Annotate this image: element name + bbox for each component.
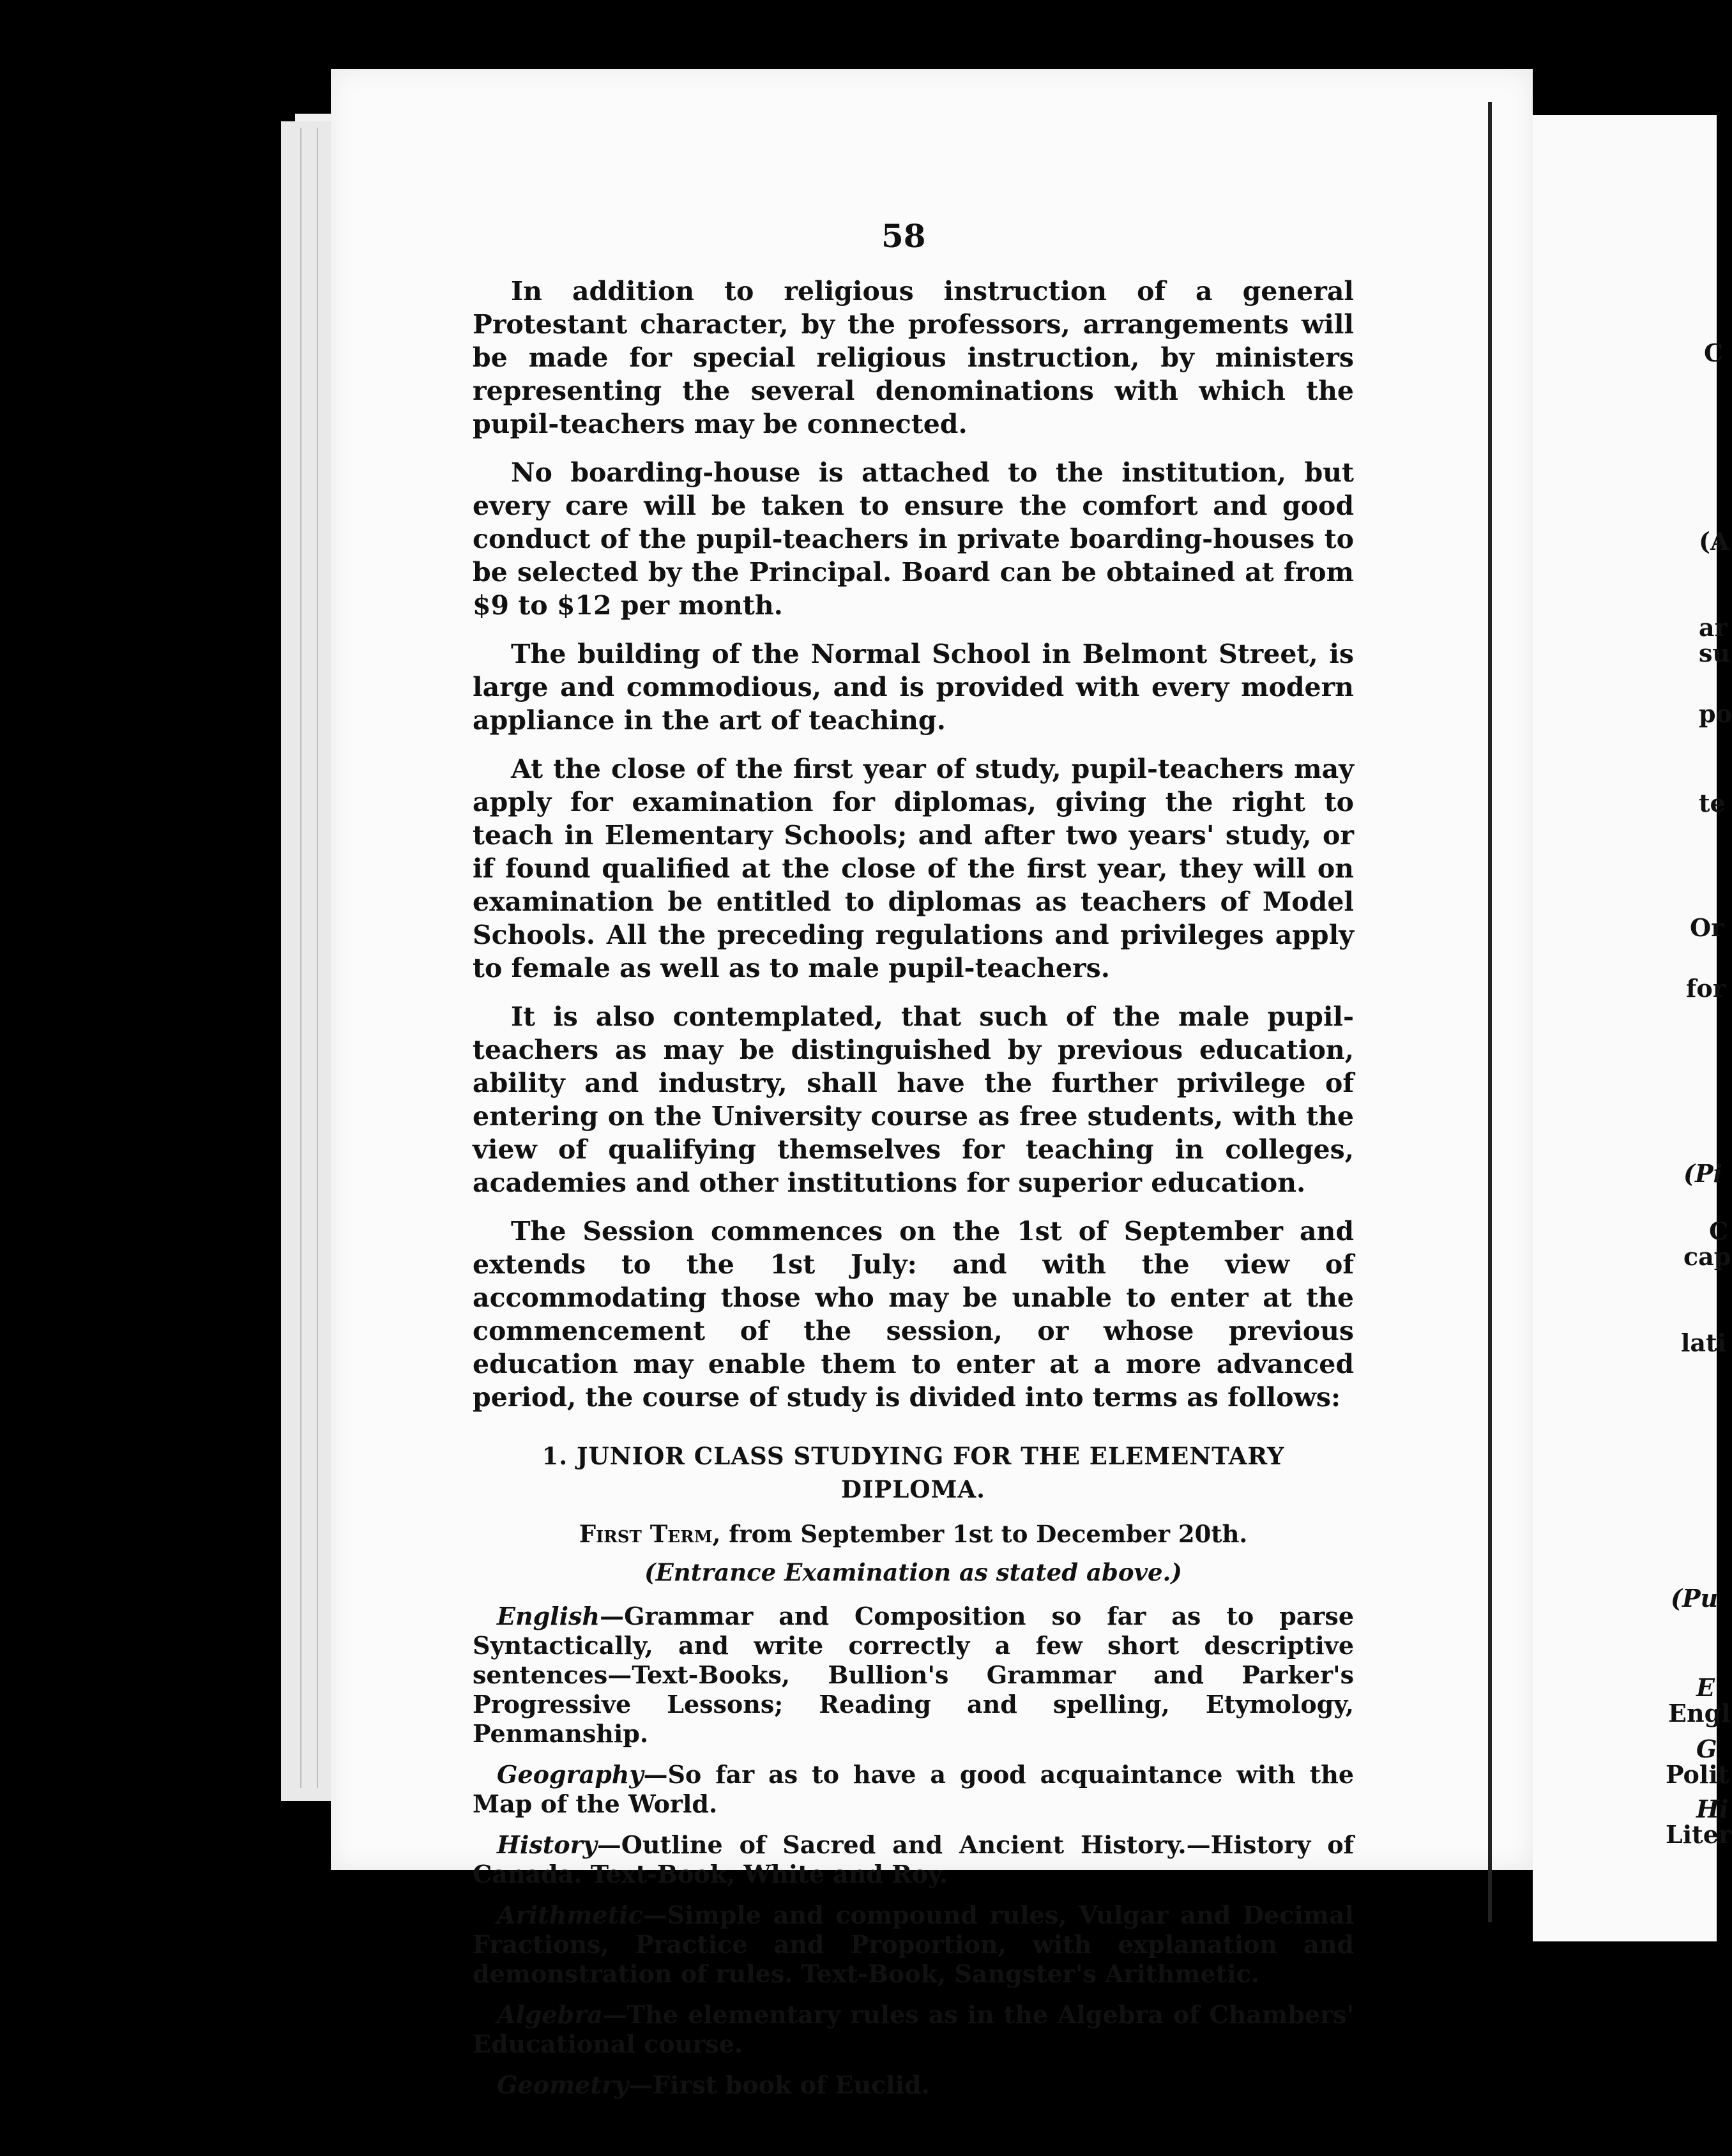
subject-text: —Grammar and Composition so far as to parse Syntactically, and write correctly a few short descriptive sentences—Text-Books, Bullion's Grammar and Parker's Progressive Lessons; Reading and spelling, Etymology, Penmanship. bbox=[473, 1602, 1354, 1748]
page-body bbox=[473, 275, 1354, 2111]
facing-page-fragment: Liter bbox=[1666, 1820, 1731, 1849]
stacked-page-edge bbox=[281, 121, 332, 1801]
facing-page-fragment: Engl bbox=[1668, 1699, 1731, 1727]
section-heading: 1. JUNIOR CLASS STUDYING FOR THE ELEMENTARY DIPLOMA. bbox=[542, 1442, 1285, 1503]
facing-page-fragment: cap bbox=[1683, 1242, 1731, 1271]
subject-name: History bbox=[497, 1830, 597, 1859]
subject-entry bbox=[473, 1830, 1354, 1889]
facing-page bbox=[1533, 115, 1717, 1941]
subject-entry bbox=[473, 1760, 1354, 1819]
facing-page-fragment: G bbox=[1696, 1735, 1717, 1763]
facing-page-fragment: C bbox=[1704, 338, 1724, 367]
facing-page-fragment: (Pu bbox=[1671, 1584, 1719, 1613]
page-number: 58 bbox=[881, 217, 926, 255]
subject-entry bbox=[473, 1602, 1354, 1749]
subject-text: —So far as to have a good acquaintance with the Map of the World. bbox=[473, 1760, 1354, 1818]
subject-text: —First book of Euclid. bbox=[628, 2070, 930, 2099]
facing-page-fragment: (Pi bbox=[1683, 1159, 1722, 1188]
page-edge-line bbox=[317, 128, 318, 1788]
subject-name: Geometry bbox=[497, 2070, 629, 2099]
subject-name: Arithmetic bbox=[497, 1901, 643, 1929]
paragraph: At the close of the first year of study, pupil-teachers may apply for examination for diplomas, giving the right to teach in Elementary Schools; and after two years' study, or if found qualified at the close of the first year, they will on examination be entitled to diplomas as teachers of Model Schools. All the preceding regulations and privileges apply to female as well as to male pupil-teachers. bbox=[473, 754, 1354, 983]
paragraph: In addition to religious instruction of a general Protestant character, by the professors, arrangements will be made for special religious instruction, by ministers representing the several denominations with which the pupil-teachers may be connected. bbox=[473, 276, 1354, 439]
paragraph: The Session commences on the 1st of September and extends to the 1st July: and with the view of accommodating those who may be unable to enter at the commencement of the session, or whose previous education may enable them to enter at a more advanced period, the course of study is divided into terms as follows: bbox=[473, 1216, 1354, 1413]
subject-text: —Outline of Sacred and Ancient History.—History of Canada. Text-Book, White and Roy. bbox=[473, 1830, 1354, 1888]
facing-page-fragment: for bbox=[1686, 974, 1726, 1003]
facing-page-fragment: te bbox=[1699, 789, 1726, 817]
facing-page-fragment: ar bbox=[1699, 613, 1728, 642]
paragraph: It is also contemplated, that such of the male pupil-teachers as may be distinguished by previous education, ability and industry, shall have the further privilege of entering on the University course as free students, with the view of qualifying themselves for teaching in colleges, academies and other institutions for superior education. bbox=[473, 1001, 1354, 1198]
facing-page-fragment: lati bbox=[1681, 1328, 1727, 1357]
facing-page-fragment: Or bbox=[1690, 913, 1724, 942]
subject-entry bbox=[473, 1901, 1354, 1989]
term-dates: from September 1st to December 20th. bbox=[720, 1520, 1248, 1548]
paragraph: The building of the Normal School in Belmont Street, is large and commodious, and is provided with every modern appliance in the art of teaching. bbox=[473, 639, 1354, 736]
term-label: First Term, bbox=[579, 1520, 721, 1548]
paragraph: No boarding-house is attached to the institution, but every care will be taken to ensure the comfort and good conduct of the pupil-teachers in private boarding-houses to be selected by the Principal. Board can be obtained at from $9 to $12 per month. bbox=[473, 457, 1354, 621]
subject-text: —Simple and compound rules, Vulgar and Decimal Fractions, Practice and Proportion, with explanation and demonstration of rules. Text-Book, Sangster's Arithmetic. bbox=[473, 1901, 1354, 1988]
subject-name: English bbox=[497, 1602, 600, 1630]
facing-page-fragment: Hi bbox=[1696, 1795, 1729, 1823]
subject-entry bbox=[473, 2070, 1354, 2100]
subject-text: —The elementary rules as in the Algebra of Chambers' Educational course. bbox=[473, 2000, 1354, 2058]
facing-page-fragment: Polit bbox=[1666, 1760, 1729, 1789]
term-heading bbox=[473, 1517, 1354, 1551]
facing-page-fragment: su bbox=[1699, 639, 1731, 667]
facing-page-fragment: C bbox=[1709, 1217, 1729, 1245]
entrance-note: (Entrance Examination as stated above.) bbox=[644, 1558, 1182, 1586]
subject-name: Algebra bbox=[497, 2000, 603, 2029]
facing-page-fragment: E bbox=[1696, 1673, 1715, 1702]
book-gutter bbox=[1488, 102, 1492, 1922]
page-edge-line bbox=[300, 128, 301, 1788]
facing-page-fragment: po bbox=[1699, 699, 1732, 728]
subject-entry bbox=[473, 2000, 1354, 2059]
subject-name: Geography bbox=[497, 1760, 644, 1789]
facing-page-fragment: (A bbox=[1699, 527, 1729, 556]
